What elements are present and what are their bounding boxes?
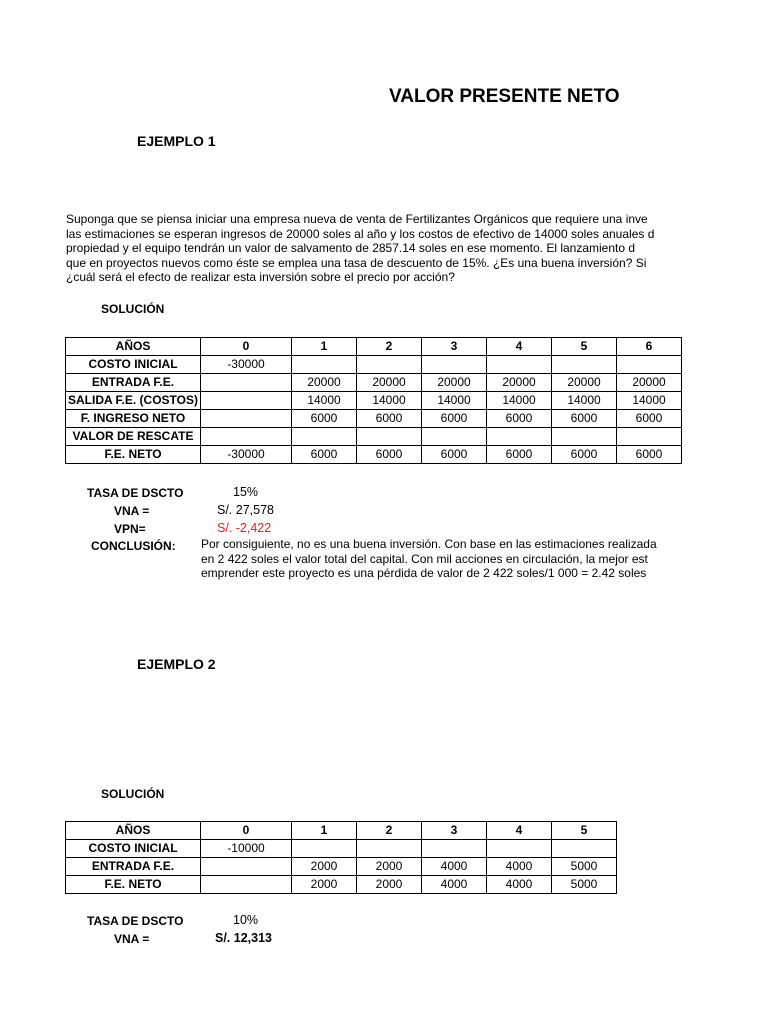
row-label-cell: COSTO INICIAL xyxy=(66,840,201,858)
value-cell: 6000 xyxy=(617,446,682,464)
value-cell: 6000 xyxy=(552,446,617,464)
value-cell xyxy=(357,840,422,858)
value-cell: 5000 xyxy=(552,876,617,894)
header-cell-years: AÑOS xyxy=(66,338,201,356)
row-label-cell: ENTRADA F.E. xyxy=(66,858,201,876)
value-cell: 14000 xyxy=(552,392,617,410)
value-cell: 14000 xyxy=(292,392,357,410)
header-cell-year: 3 xyxy=(422,822,487,840)
value-cell xyxy=(357,428,422,446)
example-1-rate-value: 15% xyxy=(233,485,259,499)
example-1-heading: EJEMPLO 1 xyxy=(137,133,216,149)
value-cell xyxy=(617,356,682,374)
value-cell xyxy=(292,840,357,858)
example-1-solution-label: SOLUCIÓN xyxy=(101,302,165,316)
row-label-cell: F. INGRESO NETO xyxy=(66,410,201,428)
value-cell: 4000 xyxy=(487,858,552,876)
value-cell: 20000 xyxy=(357,374,422,392)
value-cell xyxy=(552,840,617,858)
table-row xyxy=(66,356,682,374)
value-cell: 4000 xyxy=(487,876,552,894)
header-cell-year: 1 xyxy=(292,338,357,356)
header-cell-year: 0 xyxy=(201,822,292,840)
example-1-conclusion-text xyxy=(201,537,768,581)
value-cell: -30000 xyxy=(201,356,292,374)
table-row xyxy=(66,428,682,446)
value-cell: 6000 xyxy=(552,410,617,428)
value-cell xyxy=(201,876,292,894)
problem-line: ¿cuál será el efecto de realizar esta inversión sobre el precio por acción? xyxy=(66,270,455,284)
header-cell-year: 2 xyxy=(357,822,422,840)
example-2-heading: EJEMPLO 2 xyxy=(137,656,216,672)
example-1-vpn-value: S/. -2,422 xyxy=(217,521,272,535)
example-2-solution-label: SOLUCIÓN xyxy=(101,787,165,801)
value-cell: 20000 xyxy=(422,374,487,392)
value-cell: 2000 xyxy=(357,876,422,894)
value-cell: 2000 xyxy=(292,876,357,894)
value-cell xyxy=(422,356,487,374)
value-cell: 6000 xyxy=(487,410,552,428)
example-1-rate-label: TASA DE DSCTO xyxy=(87,486,184,500)
example-2-vna-label: VNA = xyxy=(114,932,150,946)
value-cell: 6000 xyxy=(292,446,357,464)
example-2-cashflow-table xyxy=(65,821,617,894)
table-row xyxy=(66,840,617,858)
value-cell xyxy=(552,356,617,374)
value-cell: 20000 xyxy=(617,374,682,392)
header-cell-year: 2 xyxy=(357,338,422,356)
value-cell xyxy=(357,356,422,374)
table-row xyxy=(66,374,682,392)
value-cell: 6000 xyxy=(422,446,487,464)
row-label-cell: F.E. NETO xyxy=(66,876,201,894)
value-cell: 14000 xyxy=(617,392,682,410)
table-row xyxy=(66,876,617,894)
header-cell-year: 4 xyxy=(487,338,552,356)
header-cell-year: 3 xyxy=(422,338,487,356)
table-row xyxy=(66,410,682,428)
conclusion-line: emprender este proyecto es una pérdida de valor de 2 422 soles/1 000 = 2.42 soles xyxy=(201,566,647,580)
header-cell-year: 5 xyxy=(552,822,617,840)
header-cell-year: 1 xyxy=(292,822,357,840)
value-cell xyxy=(201,858,292,876)
row-label-cell: F.E. NETO xyxy=(66,446,201,464)
value-cell xyxy=(201,374,292,392)
example-2-rate-value: 10% xyxy=(233,913,259,927)
value-cell: 14000 xyxy=(422,392,487,410)
problem-line: Suponga que se piensa iniciar una empresa nueva de venta de Fertilizantes Orgánicos que requiere una inve xyxy=(66,212,648,226)
value-cell xyxy=(292,428,357,446)
header-cell-year: 4 xyxy=(487,822,552,840)
example-1-conclusion-label: CONCLUSIÓN: xyxy=(91,539,176,553)
page-title: VALOR PRESENTE NETO xyxy=(389,86,620,107)
table-row xyxy=(66,446,682,464)
value-cell: 20000 xyxy=(487,374,552,392)
value-cell xyxy=(201,410,292,428)
value-cell xyxy=(487,356,552,374)
conclusion-line: en 2 422 soles el valor total del capital. Con mil acciones en circulación, la mejor est xyxy=(201,551,648,566)
value-cell: 5000 xyxy=(552,858,617,876)
row-label-cell: VALOR DE RESCATE xyxy=(66,428,201,446)
value-cell: -10000 xyxy=(201,840,292,858)
problem-line: las estimaciones se esperan ingresos de 20000 soles al año y los costos de efectivo de 14000 soles anuales d xyxy=(66,226,655,241)
value-cell: 14000 xyxy=(487,392,552,410)
header-cell-year: 6 xyxy=(617,338,682,356)
header-cell-years: AÑOS xyxy=(66,822,201,840)
value-cell xyxy=(617,428,682,446)
value-cell: -30000 xyxy=(201,446,292,464)
value-cell xyxy=(201,392,292,410)
value-cell: 2000 xyxy=(292,858,357,876)
value-cell: 4000 xyxy=(422,858,487,876)
example-1-cashflow-table xyxy=(65,337,682,464)
value-cell: 2000 xyxy=(357,858,422,876)
row-label-cell: ENTRADA F.E. xyxy=(66,374,201,392)
value-cell xyxy=(487,428,552,446)
value-cell xyxy=(422,428,487,446)
value-cell xyxy=(487,840,552,858)
example-1-vna-value: S/. 27,578 xyxy=(217,503,274,517)
value-cell: 6000 xyxy=(357,446,422,464)
row-label-cell: SALIDA F.E. (COSTOS) xyxy=(66,392,201,410)
problem-line: que en proyectos nuevos como éste se emplea una tasa de descuento de 15%. ¿Es una buena inversión? Si xyxy=(66,255,647,270)
value-cell: 6000 xyxy=(422,410,487,428)
header-cell-year: 0 xyxy=(201,338,292,356)
value-cell: 14000 xyxy=(357,392,422,410)
value-cell: 20000 xyxy=(292,374,357,392)
value-cell: 6000 xyxy=(357,410,422,428)
example-1-vpn-label: VPN= xyxy=(114,522,146,536)
example-2-vna-value: S/. 12,313 xyxy=(215,931,272,945)
value-cell xyxy=(552,428,617,446)
value-cell: 20000 xyxy=(552,374,617,392)
table-header-row xyxy=(66,822,617,840)
value-cell xyxy=(201,428,292,446)
table-row xyxy=(66,392,682,410)
example-1-vna-label: VNA = xyxy=(114,504,150,518)
problem-line: propiedad y el equipo tendrán un valor de salvamento de 2857.14 soles en ese momento. El lanzamiento d xyxy=(66,241,636,255)
row-label-cell: COSTO INICIAL xyxy=(66,356,201,374)
value-cell: 6000 xyxy=(292,410,357,428)
example-2-rate-label: TASA DE DSCTO xyxy=(87,914,184,928)
header-cell-year: 5 xyxy=(552,338,617,356)
example-1-problem-text xyxy=(66,212,768,285)
table-row xyxy=(66,858,617,876)
value-cell xyxy=(292,356,357,374)
table-header-row xyxy=(66,338,682,356)
value-cell: 4000 xyxy=(422,876,487,894)
value-cell: 6000 xyxy=(487,446,552,464)
value-cell: 6000 xyxy=(617,410,682,428)
value-cell xyxy=(422,840,487,858)
conclusion-line: Por consiguiente, no es una buena inversión. Con base en las estimaciones realizada xyxy=(201,537,657,551)
